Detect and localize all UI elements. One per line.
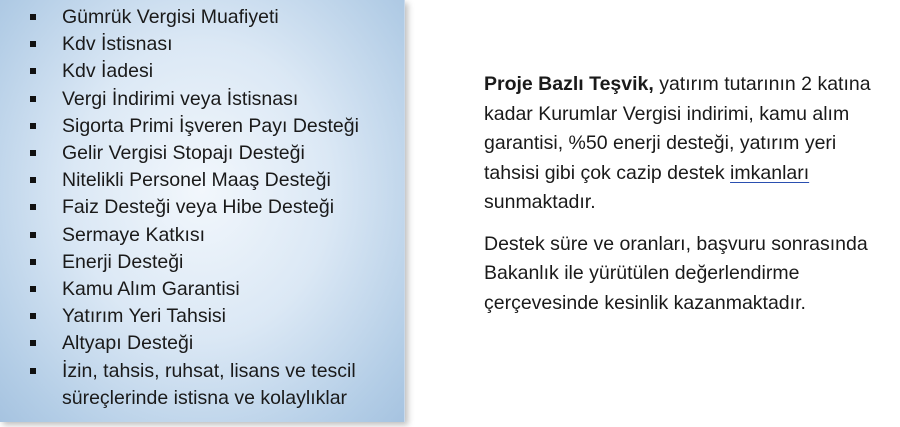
list-item <box>0 167 404 194</box>
bullet-icon <box>30 368 36 374</box>
bullet-icon <box>30 232 36 238</box>
bullet-icon <box>30 177 36 183</box>
list-item <box>0 58 404 85</box>
description-text <box>484 70 894 330</box>
list-item <box>0 4 404 31</box>
bullet-icon <box>30 150 36 156</box>
list-item-label: Sigorta Primi İşveren Payı Desteği <box>62 114 359 137</box>
list-item <box>0 222 404 249</box>
list-item <box>0 276 404 303</box>
list-item <box>0 249 404 276</box>
list-item-label: İzin, tahsis, ruhsat, lisans ve tescil süreçlerinde istisna ve kolaylıklar <box>62 359 356 409</box>
bullet-icon <box>30 313 36 319</box>
list-item <box>0 194 404 221</box>
bullet-icon <box>30 204 36 210</box>
incentives-panel <box>0 0 405 422</box>
description-paragraph <box>484 70 894 218</box>
list-item-label: Altyapı Desteği <box>62 332 194 355</box>
list-item <box>0 113 404 140</box>
bullet-icon <box>30 340 36 346</box>
list-item <box>0 358 404 412</box>
bullet-icon <box>30 14 36 20</box>
bullet-icon <box>30 68 36 74</box>
list-item-label: Kamu Alım Garantisi <box>62 278 240 301</box>
list-item-label: Kdv İadesi <box>62 60 154 83</box>
list-item <box>0 31 404 58</box>
bullet-icon <box>30 123 36 129</box>
lead-text: yatırım tutarının 2 katına kadar Kurumlar Vergisi indirimi, kamu alım garantisi, %50 enerji desteği, yatırım yeri tahsisi gibi çok cazip destek <box>484 73 871 184</box>
list-item-label: Enerji Desteği <box>62 250 184 273</box>
bullet-icon <box>30 41 36 47</box>
lead-title: Proje Bazlı Teşvik, <box>484 73 654 95</box>
list-item <box>0 330 404 357</box>
list-item-label: Faiz Desteği veya Hibe Desteği <box>62 196 335 219</box>
list-item-label: Yatırım Yeri Tahsisi <box>62 305 227 328</box>
incentives-list <box>0 4 404 412</box>
list-item <box>0 86 404 113</box>
bullet-icon <box>30 286 36 292</box>
list-item-label: Gelir Vergisi Stopajı Desteği <box>62 142 305 165</box>
second-paragraph: Destek süre ve oranları, başvuru sonrasında Bakanlık ile yürütülen değerlendirme çerçevesinde kesinlik kazanmaktadır. <box>484 232 868 314</box>
underlined-word: imkanları <box>730 161 810 184</box>
list-item-label: Nitelikli Personel Maaş Desteği <box>62 169 331 192</box>
list-item <box>0 140 404 167</box>
bullet-icon <box>30 96 36 102</box>
list-item-label: Sermaye Katkısı <box>62 223 206 246</box>
bullet-icon <box>30 259 36 265</box>
list-item-label: Kdv İstisnası <box>62 33 173 56</box>
list-item-label: Vergi İndirimi veya İstisnası <box>62 87 299 110</box>
list-item <box>0 303 404 330</box>
list-item-label: Gümrük Vergisi Muafiyeti <box>62 6 279 28</box>
lead-end: sunmaktadır. <box>484 191 596 213</box>
